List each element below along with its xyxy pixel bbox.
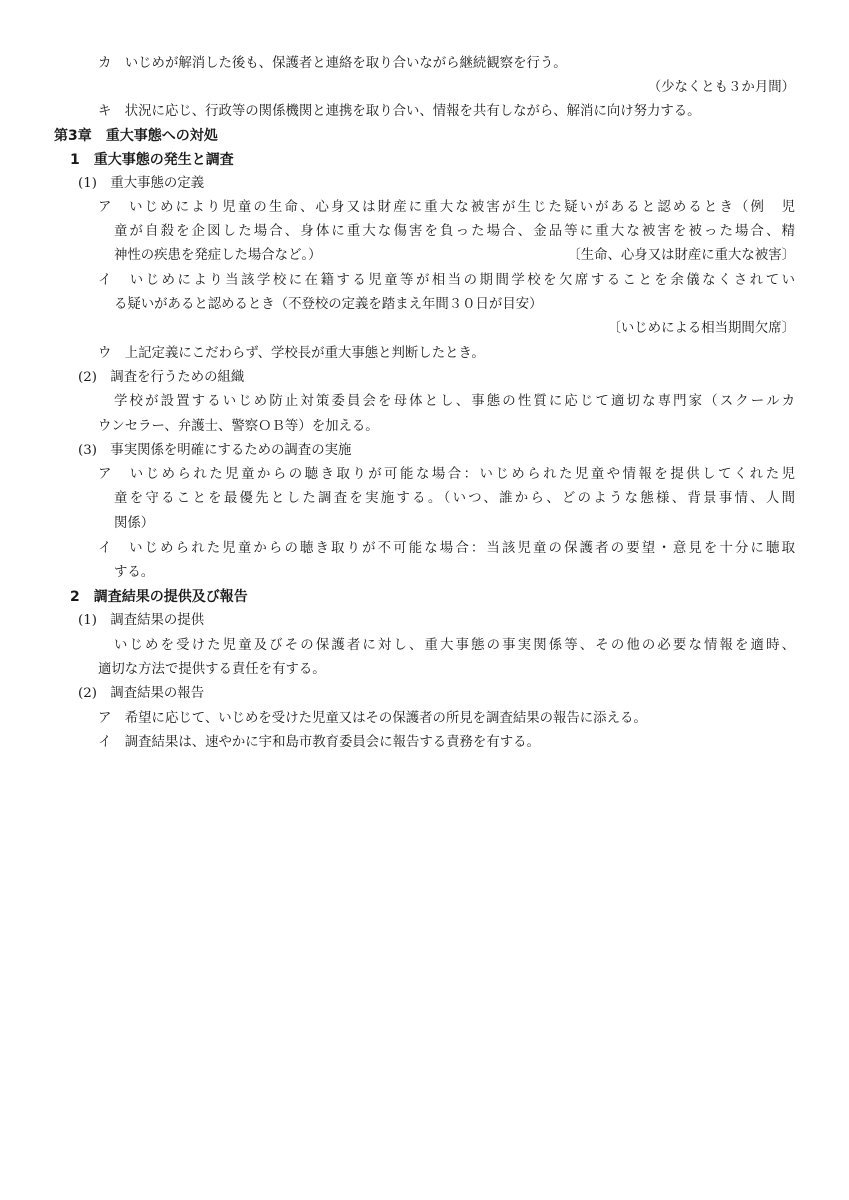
investigation-a-line-2: 童を守ることを最優先とした調査を実施する。（いつ、誰から、どのような態様、背景事情、人間 [114,491,795,506]
provision-line-2: 適切な方法で提供する責任を有する。 [98,662,326,677]
subsection-2-1-heading: (1) 調査結果の提供 [78,613,205,628]
definition-u: ウ 上記定義にこだわらず、学校長が重大事態と判断したとき。 [98,346,485,361]
investigation-i-line-2: する。 [114,565,155,580]
report-i: イ 調査結果は、速やかに宇和島市教育委員会に報告する責務を有する。 [98,735,540,750]
subsection-1-3-heading: (3) 事実関係を明確にするための調査の実施 [78,443,352,458]
definition-a-note: 〔生命、心身又は財産に重大な被害〕 [567,248,795,263]
chapter-3-heading: 第3章 重大事態への対処 [54,128,218,144]
definition-i-line-1: イ いじめにより当該学校に在籍する児童等が相当の期間学校を欠席することを余儀なくされてい [98,273,795,288]
definition-a-line-2: 童が自殺を企図した場合、身体に重大な傷害を負った場合、金品等に重大な被害を被った場合、精 [114,224,795,239]
subsection-1-1-heading: (1) 重大事態の定義 [78,176,205,191]
item-ki: キ 状況に応じ、行政等の関係機関と連携を取り合い、情報を共有しながら、解消に向け努力する。 [98,104,701,119]
organization-line-2: ウンセラー、弁護士、警察ＯＢ等）を加える。 [98,419,379,434]
definition-i-line-2: る疑いがあると認めるとき（不登校の定義を踏まえ年間３０日が目安） [114,297,543,312]
report-a: ア 希望に応じて、いじめを受けた児童又はその保護者の所見を調査結果の報告に添える。 [98,711,647,726]
section-1-heading: 1 重大事態の発生と調査 [70,152,234,168]
provision-line-1: いじめを受けた児童及びその保護者に対し、重大事態の事実関係等、その他の必要な情報を適時、 [114,638,795,653]
organization-line-1: 学校が設置するいじめ防止対策委員会を母体とし、事態の性質に応じて適切な専門家（スクールカ [114,394,795,409]
definition-a-line-3: 神性の疾患を発症した場合など。） [114,248,322,263]
investigation-i-line-1: イ いじめられた児童からの聴き取りが不可能な場合：当該児童の保護者の要望・意見を十分に聴取 [98,541,795,556]
definition-i-note: 〔いじめによる相当期間欠席〕 [607,321,795,336]
subsection-2-2-heading: (2) 調査結果の報告 [78,686,205,701]
investigation-a-line-3: 関係） [114,516,155,531]
item-ka: カ いじめが解消した後も、保護者と連絡を取り合いながら継続観察を行う。 [98,56,567,71]
subsection-1-2-heading: (2) 調査を行うための組織 [78,370,245,385]
section-2-heading: 2 調査結果の提供及び報告 [70,589,248,605]
definition-a-line-1: ア いじめにより児童の生命、心身又は財産に重大な被害が生じた疑いがあると認めるとき（例 児 [98,200,795,215]
item-ka-note: （少なくとも３か月間） [647,80,795,95]
investigation-a-line-1: ア いじめられた児童からの聴き取りが可能な場合：いじめられた児童や情報を提供してくれた児 [98,467,795,482]
